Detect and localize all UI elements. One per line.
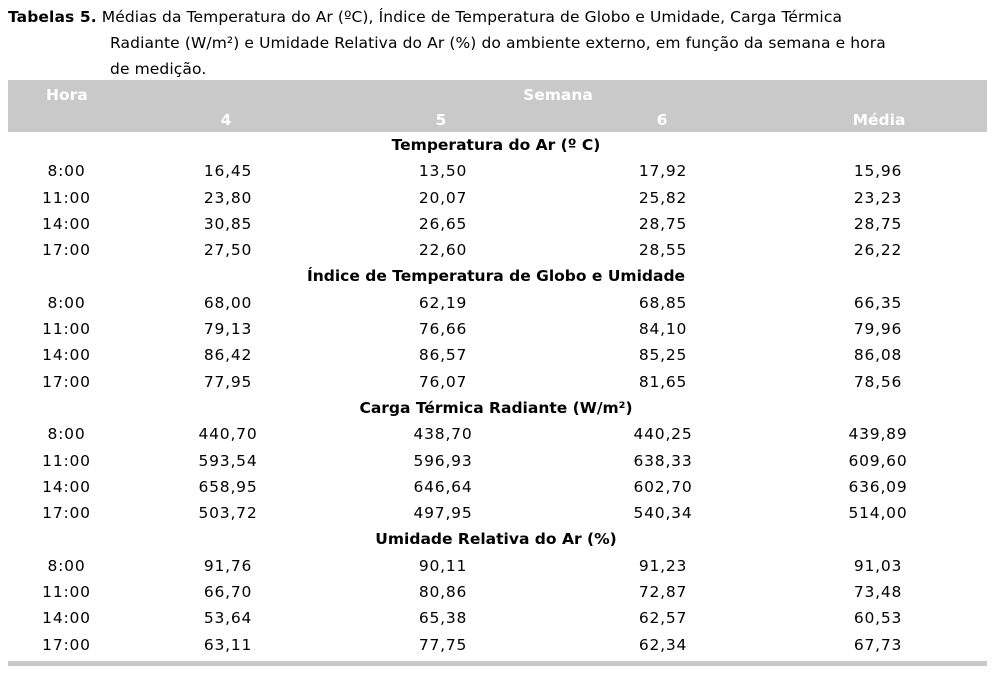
cell-week-4: 658,95 (198, 477, 258, 496)
cell-week-4: 440,70 (198, 425, 258, 444)
caption-line-3: de medição. (110, 60, 207, 78)
header-semana: Semana (523, 86, 593, 104)
cell-week-6: 85,25 (638, 346, 688, 365)
cell-media: 514,00 (848, 504, 908, 523)
cell-week-6: 62,57 (638, 609, 688, 628)
cell-media: 636,09 (848, 477, 908, 496)
table-row (8, 448, 987, 474)
cell-hora: 11:00 (42, 320, 91, 339)
cell-hora: 11:00 (42, 188, 91, 207)
cell-week-6: 602,70 (633, 477, 693, 496)
cell-hora: 14:00 (42, 609, 91, 628)
cell-week-6: 638,33 (633, 451, 693, 470)
cell-media: 23,23 (853, 188, 903, 207)
table-row (8, 185, 987, 211)
cell-media: 26,22 (853, 241, 903, 260)
cell-week-5: 80,86 (418, 583, 468, 602)
table-row (8, 369, 987, 395)
table-body (8, 132, 987, 658)
cell-media: 86,08 (853, 346, 903, 365)
cell-week-6: 540,34 (633, 504, 693, 523)
cell-week-4: 63,11 (203, 635, 253, 654)
cell-media: 15,96 (853, 162, 903, 181)
header-media: Média (852, 111, 906, 129)
section-title: Carga Térmica Radiante (W/m²) (359, 398, 633, 417)
cell-hora: 14:00 (42, 477, 91, 496)
cell-week-6: 28,55 (638, 241, 688, 260)
cell-media: 78,56 (853, 372, 903, 391)
cell-week-6: 72,87 (638, 583, 688, 602)
cell-week-4: 79,13 (203, 320, 253, 339)
header-week-6: 6 (656, 111, 668, 129)
table-row (8, 474, 987, 500)
cell-week-4: 53,64 (203, 609, 253, 628)
cell-week-6: 84,10 (638, 320, 688, 339)
cell-media: 67,73 (853, 635, 903, 654)
cell-week-4: 30,85 (203, 214, 253, 233)
cell-media: 60,53 (853, 609, 903, 628)
table-bottom-rule (8, 661, 987, 666)
cell-week-4: 66,70 (203, 583, 253, 602)
section-title: Umidade Relativa do Ar (%) (375, 530, 617, 549)
cell-week-5: 76,66 (418, 320, 468, 339)
caption-line-1 (8, 4, 988, 30)
cell-week-4: 91,76 (203, 556, 253, 575)
cell-media: 66,35 (853, 293, 903, 312)
table-row (8, 316, 987, 342)
cell-hora: 8:00 (47, 162, 86, 181)
cell-week-5: 86,57 (418, 346, 468, 365)
table-row (8, 237, 987, 263)
header-week-4: 4 (220, 111, 232, 129)
table-row (8, 579, 987, 605)
cell-week-5: 596,93 (413, 451, 473, 470)
cell-media: 91,03 (853, 556, 903, 575)
cell-week-6: 81,65 (638, 372, 688, 391)
cell-hora: 17:00 (42, 504, 91, 523)
cell-media: 609,60 (848, 451, 908, 470)
table-header (8, 80, 987, 132)
cell-week-5: 65,38 (418, 609, 468, 628)
caption-text-1: Médias da Temperatura do Ar (ºC), Índice de Temperatura de Globo e Umidade, Carga Térmica (96, 8, 843, 26)
cell-week-6: 17,92 (638, 162, 688, 181)
cell-week-6: 28,75 (638, 214, 688, 233)
cell-hora: 14:00 (42, 214, 91, 233)
caption-line-2: Radiante (W/m²) e Umidade Relativa do Ar (%) do ambiente externo, em função da semana e hora (110, 34, 886, 52)
table-row (8, 421, 987, 447)
cell-week-5: 26,65 (418, 214, 468, 233)
cell-week-5: 76,07 (418, 372, 468, 391)
cell-week-5: 90,11 (418, 556, 468, 575)
cell-hora: 17:00 (42, 635, 91, 654)
cell-week-4: 23,80 (203, 188, 253, 207)
table-row (8, 500, 987, 526)
cell-hora: 17:00 (42, 372, 91, 391)
table-row (8, 632, 987, 658)
cell-hora: 11:00 (42, 583, 91, 602)
table-row (8, 553, 987, 579)
cell-week-5: 438,70 (413, 425, 473, 444)
cell-media: 439,89 (848, 425, 908, 444)
cell-media: 79,96 (853, 320, 903, 339)
table-row (8, 290, 987, 316)
cell-week-4: 593,54 (198, 451, 258, 470)
cell-week-6: 91,23 (638, 556, 688, 575)
cell-week-6: 25,82 (638, 188, 688, 207)
cell-week-5: 646,64 (413, 477, 473, 496)
cell-week-5: 22,60 (418, 241, 468, 260)
section-title: Índice de Temperatura de Globo e Umidade (306, 267, 686, 286)
cell-media: 28,75 (853, 214, 903, 233)
cell-week-4: 68,00 (203, 293, 253, 312)
cell-week-4: 27,50 (203, 241, 253, 260)
cell-week-5: 13,50 (418, 162, 468, 181)
header-hora: Hora (46, 86, 88, 104)
cell-hora: 14:00 (42, 346, 91, 365)
cell-hora: 11:00 (42, 451, 91, 470)
data-table (8, 80, 987, 666)
cell-week-4: 503,72 (198, 504, 258, 523)
cell-hora: 8:00 (47, 293, 86, 312)
header-week-5: 5 (435, 111, 447, 129)
section-title: Temperatura do Ar (º C) (391, 136, 601, 154)
cell-week-6: 62,34 (638, 635, 688, 654)
cell-week-6: 440,25 (633, 425, 693, 444)
cell-week-5: 497,95 (413, 504, 473, 523)
table-caption (8, 4, 988, 82)
table-row (8, 158, 987, 184)
cell-media: 73,48 (853, 583, 903, 602)
table-row (8, 342, 987, 368)
cell-week-4: 77,95 (203, 372, 253, 391)
cell-week-4: 16,45 (203, 162, 253, 181)
cell-hora: 17:00 (42, 241, 91, 260)
table-row (8, 605, 987, 631)
cell-week-6: 68,85 (638, 293, 688, 312)
cell-hora: 8:00 (47, 425, 86, 444)
cell-week-5: 62,19 (418, 293, 468, 312)
cell-hora: 8:00 (47, 556, 86, 575)
caption-label: Tabelas 5. (8, 8, 97, 26)
cell-week-4: 86,42 (203, 346, 253, 365)
table-row (8, 211, 987, 237)
cell-week-5: 77,75 (418, 635, 468, 654)
cell-week-5: 20,07 (418, 188, 468, 207)
